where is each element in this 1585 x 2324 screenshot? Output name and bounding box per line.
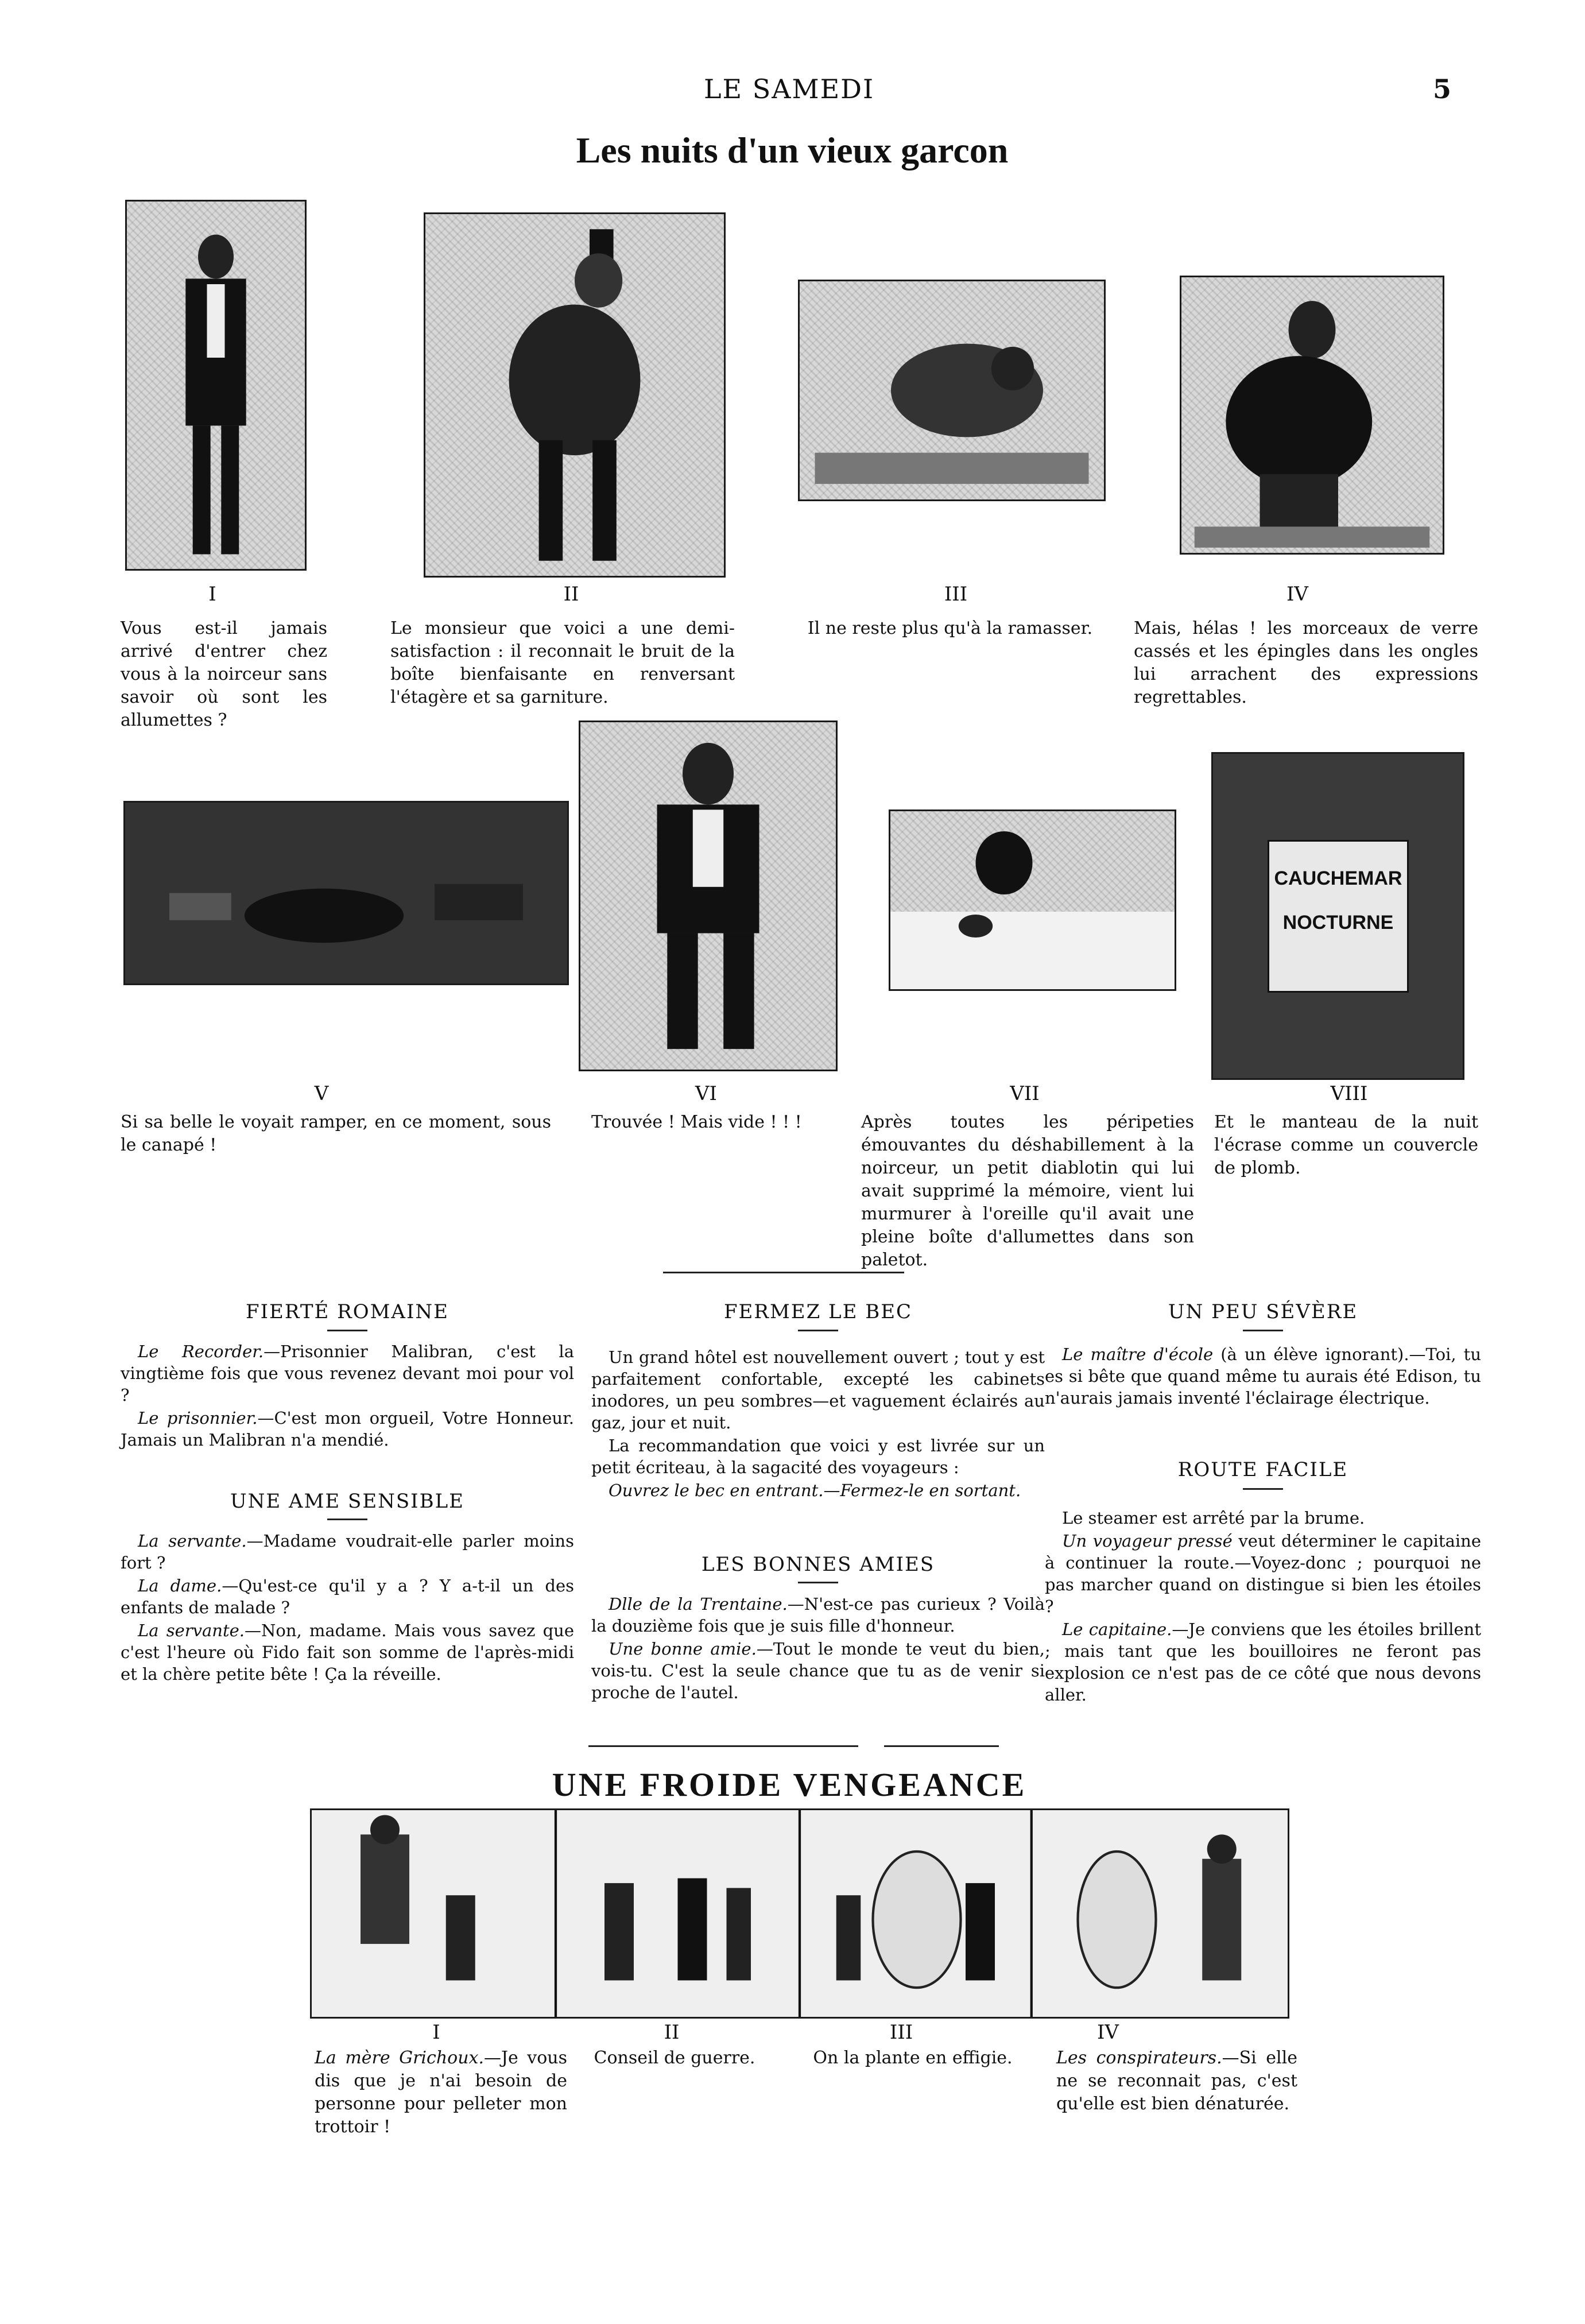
speaker: La servante.: [138, 1621, 245, 1640]
illustration-panel-1: [125, 200, 307, 571]
paragraph: Le steamer est arrêté par la brume.: [1062, 1508, 1365, 1528]
speaker: La dame.: [138, 1576, 222, 1595]
panel-numeral-5: V: [314, 1082, 329, 1105]
speaker: Le Recorder.: [138, 1342, 264, 1361]
comic-title-vengeance: UNE FROIDE VENGEANCE: [552, 1766, 1027, 1803]
strip-numeral-4: IV: [1097, 2021, 1119, 2044]
article-title-ame: UNE AME SENSIBLE: [230, 1490, 464, 1513]
panel-caption-7: Après toutes les péripeties émouvantes du déshabillement à la noirceur, un petit diablotin qui lui avait supprimé la mémoire, vient lui murmurer à l'oreille qu'il avait une pleine boîte d'allumettes dans son paletot.: [861, 1112, 1194, 1270]
panel-numeral-2: II: [563, 583, 579, 606]
panel-caption-4: Mais, hélas ! les morceaux de verre cassés et les épingles dans les ongles lui arrachent des expressions regrettables.: [1134, 618, 1478, 707]
panel-numeral-7: VII: [1010, 1082, 1040, 1105]
title-rule-ame: [327, 1519, 367, 1520]
article-body-severe: [1045, 1343, 1481, 1410]
illustration-panel-6: [579, 721, 838, 1071]
illustration-panel-3: [798, 280, 1106, 501]
article-title-severe: UN PEU SÉVÈRE: [1168, 1300, 1358, 1323]
dialogue-text: —N'est-ce pas curieux ? Voilà la douzième fois que je suis fille d'honneur.: [591, 1594, 1045, 1636]
panel-numeral-8: VIII: [1330, 1082, 1368, 1105]
strip-numeral-1: I: [432, 2021, 440, 2044]
strip-caption-1: [315, 2047, 567, 2139]
speaker: La servante.: [138, 1531, 247, 1551]
article-body-fermez: [591, 1346, 1045, 1502]
speaker: Une bonne amie.: [609, 1639, 757, 1659]
comic-title-nuits: Les nuits d'un vieux garcon: [576, 130, 1009, 171]
speaker: Le capitaine.: [1062, 1620, 1172, 1639]
panel-caption-1: Vous est-il jamais arrivé d'entrer chez vous à la noirceur sans savoir où sont les allumettes ?: [121, 618, 327, 730]
caption-text: —Je vous dis que je n'ai besoin de personne pour pelleter mon trottoir !: [315, 2048, 567, 2137]
illustration-panel-5: [123, 801, 569, 985]
title-rule-fermez: [798, 1330, 838, 1331]
title-rule-severe: [1243, 1330, 1283, 1331]
illustration-panel-2: [424, 212, 726, 578]
dialogue-text: —Qu'est-ce qu'il y a ? Y a-t-il un des enfants de malade ?: [121, 1576, 574, 1617]
strip-caption-3: On la plante en effigie.: [813, 2048, 1013, 2068]
sign-line-2: NOCTURNE: [1282, 912, 1394, 934]
panel-caption-8: Et le manteau de la nuit l'écrase comme un couvercle de plomb.: [1214, 1112, 1478, 1178]
title-rule-route: [1243, 1488, 1283, 1490]
dialogue-text: —C'est mon orgueil, Votre Honneur. Jamais un Malibran n'a mendié.: [121, 1408, 574, 1450]
page-header-title: LE SAMEDI: [704, 73, 875, 104]
dialogue-text: —Prisonnier Malibran, c'est la vingtième fois que vous revenez devant moi pour vol ?: [121, 1342, 574, 1405]
speaker: Le maître d'école: [1062, 1345, 1214, 1364]
panel-numeral-3: III: [944, 583, 968, 606]
sign-text: Ouvrez le bec en entrant.—Fermez-le en sortant.: [609, 1481, 1021, 1500]
panel-numeral-6: VI: [695, 1082, 717, 1105]
panel-caption-5: Si sa belle le voyait ramper, en ce moment, sous le canapé !: [121, 1112, 551, 1155]
article-title-bonnes: LES BONNES AMIES: [701, 1553, 935, 1576]
panel-numeral-1: I: [208, 583, 216, 606]
panel-caption-3: Il ne reste plus qu'à la ramasser.: [807, 618, 1093, 638]
dialogue-text: (à un élève ignorant).—Toi, tu es si bête que quand même tu aurais été Edison, tu n'aurais jamais inventé l'éclairage électrique.: [1045, 1345, 1482, 1408]
article-body-bonnes: [591, 1593, 1045, 1705]
speaker: La mère Grichoux.: [315, 2048, 484, 2068]
sign-line-1: CAUCHEMAR: [1274, 867, 1402, 889]
dialogue-text: veut déterminer le capitaine à continuer la route.—Voyez-donc ; pourquoi ne pas marcher quand on distingue si bien les étoiles ?: [1045, 1531, 1481, 1616]
article-title-route: ROUTE FACILE: [1177, 1458, 1348, 1481]
strip-numeral-2: II: [664, 2021, 680, 2044]
panel-caption-2: Le monsieur que voici a une demi-satisfaction : il reconnait le bruit de la boîte bienfaisante en renversant l'étagère et sa garniture.: [390, 618, 735, 707]
illustration-panel-4: [1180, 276, 1444, 555]
panel-caption-6: Trouvée ! Mais vide ! ! !: [591, 1112, 802, 1132]
illustration-panel-7: [889, 809, 1176, 991]
dialogue-text: —Je conviens que les étoiles brillent ; mais tant que les bouilloires ne feront pas explosion ce n'est pas de ce côté que nous devons aller.: [1045, 1620, 1481, 1705]
article-title-fierte: FIERTÉ ROMAINE: [246, 1300, 449, 1323]
title-rule-bonnes: [798, 1582, 838, 1583]
article-body-ame: [121, 1530, 574, 1686]
strip-caption-4: [1056, 2047, 1297, 2116]
article-body-route: [1045, 1507, 1481, 1707]
strip-caption-2: Conseil de guerre.: [594, 2048, 755, 2068]
page-number: 5: [1433, 73, 1452, 104]
separator-rule-right: [884, 1745, 999, 1747]
speaker: Les conspirateurs.: [1056, 2048, 1222, 2068]
panel-numeral-4: IV: [1286, 583, 1308, 606]
illustration-strip-vengeance: [310, 1808, 1289, 2019]
illustration-panel-8: [1211, 752, 1464, 1080]
paragraph: La recommandation que voici y est livrée sur un petit écriteau, à la sagacité des voyageurs :: [591, 1436, 1045, 1477]
article-title-fermez: FERMEZ LE BEC: [723, 1300, 913, 1323]
dialogue-text: —Tout le monde te veut du bien, vois-tu. C'est la seule chance que tu as de venir si proche de l'autel.: [591, 1639, 1045, 1702]
cauchemar-sign: [1268, 840, 1409, 993]
dialogue-text: —Non, madame. Mais vous savez que c'est l'heure où Fido fait son somme de l'après-midi et la chère petite bête ! Ça la réveille.: [121, 1621, 574, 1684]
speaker: Un voyageur pressé: [1062, 1531, 1233, 1551]
paragraph: Un grand hôtel est nouvellement ouvert ; tout y est parfaitement confortable, excepté les cabinets inodores, un peu sombres—et vaguement éclairés au gaz, jour et nuit.: [591, 1347, 1045, 1432]
dialogue-text: —Madame voudrait-elle parler moins fort ?: [121, 1531, 574, 1572]
caption-text: —Si elle ne se reconnait pas, c'est qu'elle est bien dénaturée.: [1056, 2048, 1297, 2114]
separator-rule-left: [588, 1745, 858, 1747]
title-rule-fierte: [327, 1330, 367, 1331]
strip-numeral-3: III: [889, 2021, 913, 2044]
speaker: Dlle de la Trentaine.: [609, 1594, 788, 1614]
article-body-fierte: [121, 1341, 574, 1452]
separator-rule: [663, 1272, 904, 1273]
speaker: Le prisonnier.: [138, 1408, 258, 1428]
